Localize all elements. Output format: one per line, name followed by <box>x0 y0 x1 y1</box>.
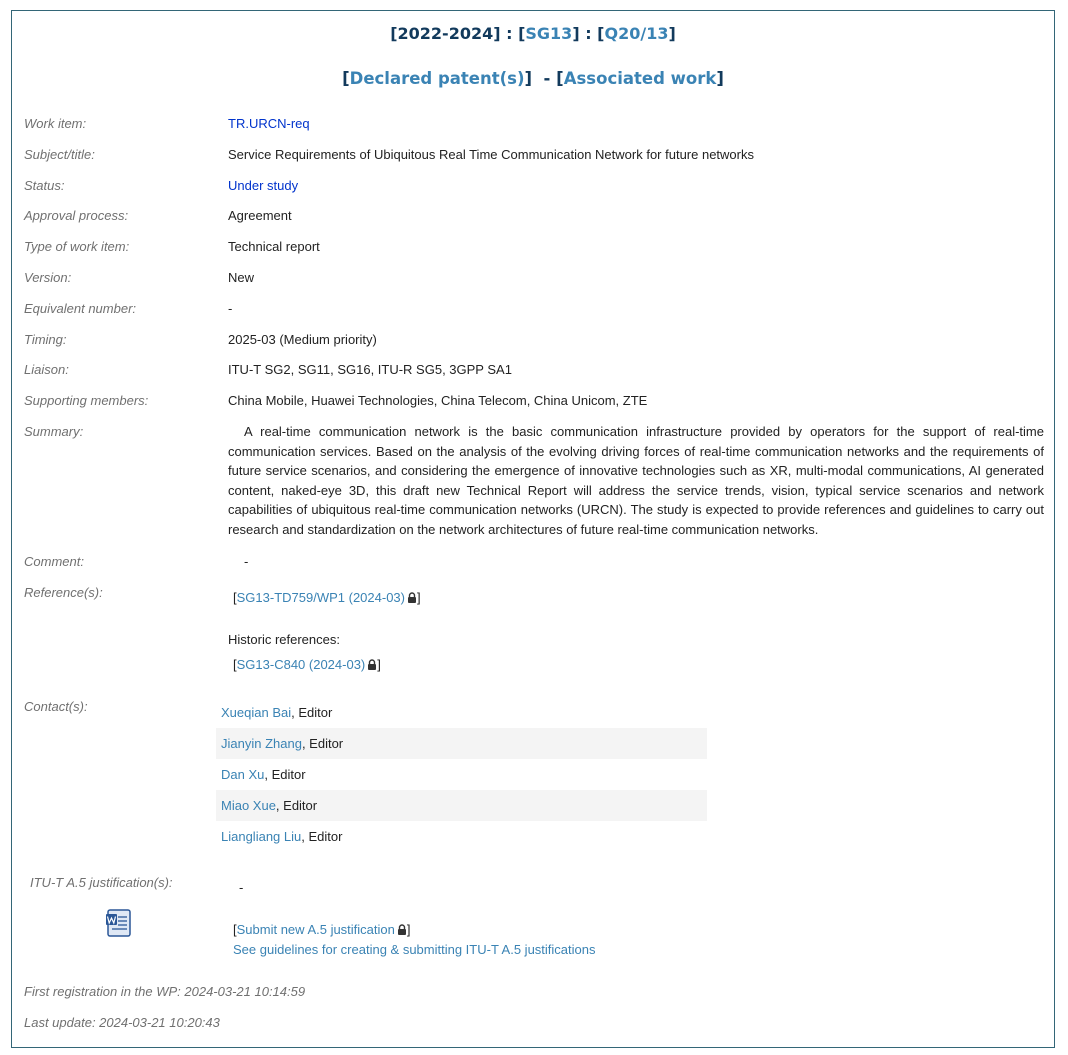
guidelines-link[interactable]: See guidelines for creating & submitting ITU-T A.5 justifications <box>233 942 596 957</box>
version-label: Version: <box>24 270 72 285</box>
supporting-value: China Mobile, Huawei Technologies, China Telecom, China Unicom, ZTE <box>228 393 648 408</box>
liaison-label: Liaison: <box>24 362 69 377</box>
approval-value: Agreement <box>228 208 292 223</box>
contact-link[interactable]: Xueqian Bai <box>221 705 292 720</box>
contact-item <box>216 821 707 852</box>
reference-td759-link[interactable]: SG13-TD759/WP1 (2024-03) <box>236 590 405 605</box>
header-line-1: [2022-2024] : [SG13] : [Q20/13] <box>390 24 676 43</box>
timing-value: 2025-03 (Medium priority) <box>228 332 377 347</box>
contact-role: , Editor <box>275 798 318 813</box>
contact-item <box>216 728 707 759</box>
timing-label: Timing: <box>24 332 67 347</box>
question-link[interactable]: Q20/13 <box>604 24 669 43</box>
lock-icon <box>367 659 377 670</box>
contact-role: , Editor <box>264 767 306 782</box>
approval-label: Approval process: <box>24 208 129 223</box>
work-item-panel: [2022-2024] : [SG13] : [Q20/13] [Declared patent(s)] - [Associated work] Work item: TR.URCN-req Subject/title: Service Requirements of Ubiquitous Real Time Communication Network for future networks Status: Under study Approval process: Agreement Type of work item: Technical report Version: New Equivalent number: - Timing: 2025-03 (Medium priority) Liaison: ITU-T SG2, SG11, SG16, ITU-R SG5, 3GPP SA1 Supporting members: China Mobile, Huawei Technologies, China Telecom, China Unicom, ZTE Summary: A real-time communication network is the basic communication infrastructure provided by operators for the support of real-time communication services. Based on the analysis of the evolving driving forces of real-time communication networks and the requirements of future service scenarios, and considering the emergence of innovative technologies such as XR, multi-modal communications, AI generated content, naked-eye 3D, this draft new Technical Report will address the service trends, vision, typical service scenarios and network capabilities of ubiquitous real-time communication networks (URCN). The study is expected to provide references and guidelines to carry out research and standardization on the network architectures of future real-time communication networks. Comment: - Reference(s): [SG13-TD759/WP1 (2024-03) ] Historic references: [SG13-C840 (2024-03) ] Contact(s): Xueqian Bai, Editor Jianyin Zhang, Editor Dan Xu, Editor Miao Xue, Editor Liangliang Liu, Editor ITU-T A.5 justification(s): - [Submit new A.5 justification ] See guidelines for creating & submitting ITU-T A.5 justifications First registration in the WP: 2024-03-21 10:14:59 Last update: 2024-03-21 10:20:43 <box>11 10 1055 1048</box>
justification-value: - <box>239 880 244 895</box>
version-value: New <box>228 270 255 285</box>
contact-item <box>216 759 707 790</box>
first-registration: First registration in the WP: 2024-03-21 10:14:59 <box>24 984 306 999</box>
associated-work-link[interactable]: Associated work <box>563 69 717 88</box>
equivalent-label: Equivalent number: <box>24 301 137 316</box>
status-value: Under study <box>228 178 299 193</box>
contact-role: , Editor <box>301 736 344 751</box>
equivalent-value: - <box>228 301 233 316</box>
declared-patents-link[interactable]: Declared patent(s) <box>349 69 525 88</box>
word-document-icon[interactable] <box>104 908 134 938</box>
references-label: Reference(s): <box>24 585 103 600</box>
liaison-value: ITU-T SG2, SG11, SG16, ITU-R SG5, 3GPP SA1 <box>228 362 512 377</box>
submit-justification-link[interactable]: Submit new A.5 justification <box>236 922 395 937</box>
contact-role: , Editor <box>301 829 343 844</box>
status-label: Status: <box>24 178 65 193</box>
reference-c840-link[interactable]: SG13-C840 (2024-03) <box>236 657 366 672</box>
supporting-label: Supporting members: <box>24 393 149 408</box>
type-label: Type of work item: <box>24 239 130 254</box>
work-item-value: TR.URCN-req <box>228 116 310 131</box>
contact-item <box>216 697 707 728</box>
contact-role: , Editor <box>291 705 333 720</box>
justification-label: ITU-T A.5 justification(s): <box>30 875 173 890</box>
lock-icon <box>397 924 407 935</box>
contact-link[interactable]: Dan Xu <box>221 767 265 782</box>
last-update: Last update: 2024-03-21 10:20:43 <box>24 1015 220 1030</box>
contact-item <box>216 790 707 821</box>
study-group-link[interactable]: SG13 <box>525 24 573 43</box>
subject-label: Subject/title: <box>24 147 95 162</box>
lock-icon <box>407 592 417 603</box>
type-value: Technical report <box>228 239 320 254</box>
historic-references-label: Historic references: <box>228 632 340 647</box>
subject-value: Service Requirements of Ubiquitous Real Time Communication Network for future networks <box>228 147 754 162</box>
work-item-label: Work item: <box>24 116 87 131</box>
summary-value: A real-time communication network is the basic communication infrastructure provided by operators for the support of real-time communication services. Based on the analysis of the evolving driving forces of real-time communication networks and the requirements of future service scenarios, and considering the emergence of innovative technologies such as XR, multi-modal communications, AI generated content, naked-eye 3D, this draft new Technical Report will address the service trends, vision, typical service scenarios and network capabilities of ubiquitous real-time communication networks (URCN). The study is expected to provide references and guidelines to carry out research and standardization on the network architectures of future real-time communication networks. <box>228 424 1044 537</box>
contact-link[interactable]: Liangliang Liu <box>221 829 302 844</box>
contact-link[interactable]: Miao Xue <box>221 798 276 813</box>
contacts-label: Contact(s): <box>24 699 88 714</box>
header-line-2: [Declared patent(s)] - [Associated work] <box>342 69 724 88</box>
period-label: 2022-2024 <box>397 24 494 43</box>
comment-value: - <box>244 554 249 569</box>
contact-link[interactable]: Jianyin Zhang <box>221 736 302 751</box>
contacts-list <box>216 697 707 852</box>
summary-label: Summary: <box>24 424 84 439</box>
comment-label: Comment: <box>24 554 84 569</box>
